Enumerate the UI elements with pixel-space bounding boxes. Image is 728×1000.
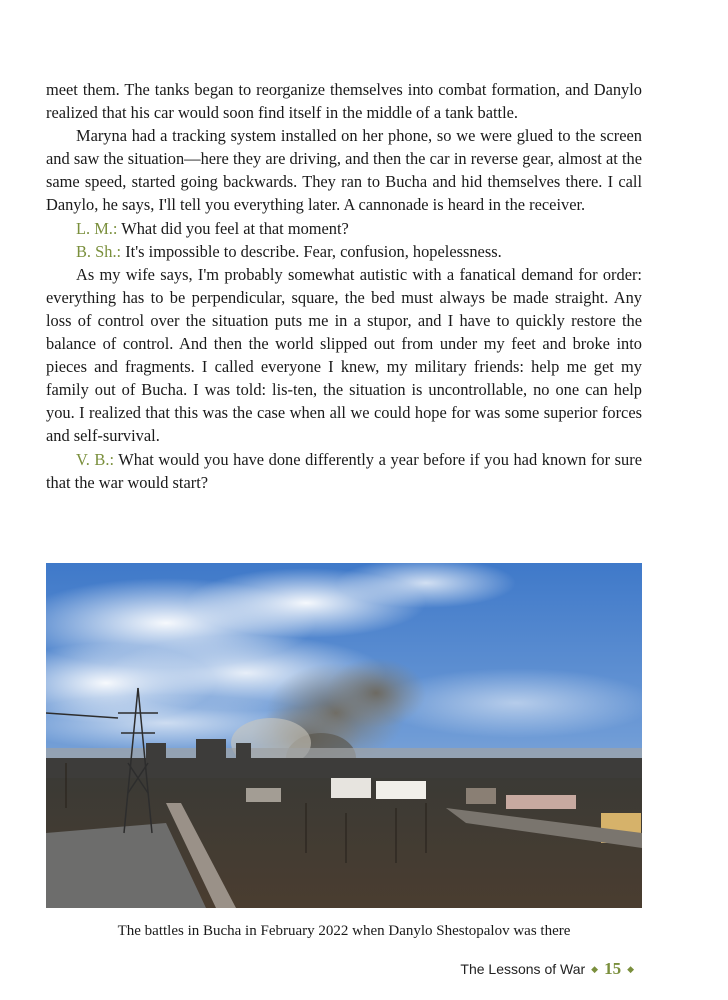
speaker-label-lm: L. M.:	[76, 218, 118, 238]
question-2-text: What would you have done differently a year before if you had known for sure that the war would start?	[46, 449, 642, 492]
answer-1-text: It's impossible to describe. Fear, confusion, hopelessness.	[125, 241, 502, 261]
diamond-icon: ◆	[627, 964, 634, 974]
photo-bucha-battle	[46, 563, 642, 908]
interview-question-1	[46, 217, 642, 240]
photo-caption: The battles in Bucha in February 2022 when Danylo Shestopalov was there	[117, 923, 571, 939]
page-number: 15	[604, 959, 622, 978]
running-title: The Lessons of War	[460, 961, 586, 977]
question-1-text: What did you feel at that moment?	[121, 218, 349, 238]
diamond-icon: ◆	[591, 964, 599, 974]
speaker-label-vb: V. B.:	[76, 449, 114, 469]
interview-question-2	[46, 448, 642, 494]
page-footer	[460, 958, 640, 980]
paragraph-1: meet them. The tanks began to reorganize themselves into combat formation, and Danylo realized that his car would soon find itself in the middle of a tank battle.	[46, 80, 642, 123]
body-text	[46, 78, 642, 494]
paragraph-3: As my wife says, I'm probably somewhat autistic with a fanatical demand for order: everything has to be perpendicular, square, the bed must always be made straight. Any loss of control over the situation puts me in a stupor, and I have to quickly restore the balance of control. And then the world slipped out from under my feet and broke into pieces and fragments. I called everyone I knew, my military friends: help me get my family out of Bucha. I was told: lis-ten, the situation is uncontrollable, no one can help you. I realized that this was the case when all we could hope for was some superior forces and self-survival.	[46, 264, 642, 446]
paragraph-2: Maryna had a tracking system installed on her phone, so we were glued to the screen and saw the situation—here they are driving, and then the car in reverse gear, almost at the same speed, started going backwards. They ran to Bucha and hid themselves there. I call Danylo, he says, I'll tell you everything later. A cannonade is heard in the receiver.	[46, 126, 642, 215]
interview-answer-1	[46, 240, 642, 263]
photo-illustration	[46, 563, 642, 908]
speaker-label-bsh: B. Sh.:	[76, 241, 122, 261]
